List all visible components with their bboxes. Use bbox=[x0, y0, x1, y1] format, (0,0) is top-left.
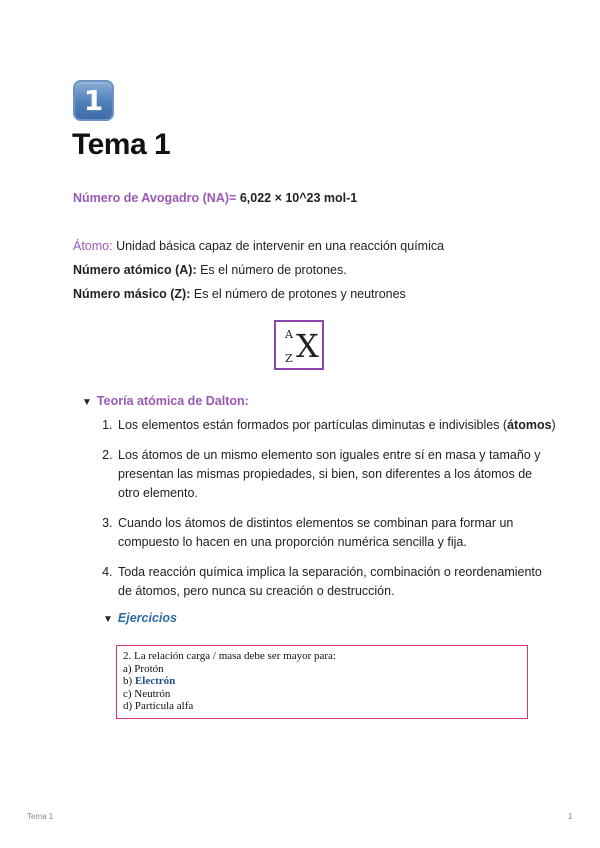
exercise-question: 2. La relación carga / masa debe ser mayor para: bbox=[123, 650, 336, 662]
definition-text: Unidad básica capaz de intervenir en una reacción química bbox=[112, 239, 445, 253]
mass-number-sup: A bbox=[285, 328, 293, 341]
list-item-after: ) bbox=[551, 418, 556, 432]
footer-page-number: 1 bbox=[568, 812, 573, 821]
atomic-number-sub: Z bbox=[285, 352, 293, 365]
nuclide-notation-image bbox=[274, 320, 324, 370]
list-item-text: Los elementos están formados por partículas diminutas e indivisibles ( bbox=[118, 418, 508, 432]
triangle-down-icon: ▼ bbox=[103, 614, 113, 625]
list-item: 2. Los átomos de un mismo elemento son iguales entre sí en masa y tamaño y presentan las mismas propiedades, si bien, son diferentes a los átomos de otro elemento. bbox=[116, 446, 556, 503]
definition-text: Es el número de protones y neutrones bbox=[190, 287, 406, 301]
dalton-list bbox=[96, 416, 556, 612]
list-item: 4. Toda reacción química implica la separación, combinación o reordenamiento de átomos, pero nunca su creación o destrucción. bbox=[116, 563, 556, 601]
toggle-dalton[interactable] bbox=[82, 394, 249, 408]
page-title: Tema 1 bbox=[72, 128, 171, 161]
exercise-option-prefix: b) bbox=[123, 675, 135, 687]
avogadro-line bbox=[73, 191, 357, 205]
avogadro-label: Número de Avogadro (NA)= bbox=[73, 191, 237, 205]
definition-term: Átomo: bbox=[73, 239, 113, 253]
avogadro-value: 6,022 × 10^23 mol-1 bbox=[239, 191, 358, 205]
triangle-down-icon: ▼ bbox=[82, 397, 92, 408]
toggle-ejercicios-label: Ejercicios bbox=[117, 611, 177, 625]
toggle-ejercicios[interactable] bbox=[103, 611, 177, 625]
list-item-bold: átomos bbox=[507, 418, 552, 432]
footer-title: Tema 1 bbox=[27, 812, 54, 821]
exercise-option bbox=[123, 675, 527, 688]
definition-term: Número másico (Z): bbox=[73, 287, 191, 301]
definition-numero-atomico bbox=[73, 263, 347, 277]
definition-term: Número atómico (A): bbox=[73, 263, 197, 277]
exercise-option: c) Neutrón bbox=[123, 687, 171, 700]
element-symbol: X bbox=[296, 327, 319, 365]
definition-numero-masico bbox=[73, 287, 406, 301]
exercise-option: a) Protón bbox=[123, 662, 164, 675]
toggle-dalton-label: Teoría atómica de Dalton: bbox=[96, 394, 249, 408]
exercise-option: d) Partícula alfa bbox=[123, 700, 194, 712]
keycap-one-icon: 1 bbox=[73, 80, 114, 121]
exercise-image bbox=[116, 645, 528, 719]
exercise-correct-answer: Electrón bbox=[134, 675, 176, 687]
definition-atomo bbox=[73, 239, 444, 253]
list-item bbox=[116, 416, 556, 435]
definition-text: Es el número de protones. bbox=[196, 263, 347, 277]
list-item: 3. Cuando los átomos de distintos elementos se combinan para formar un compuesto lo hacen en una proporción numérica sencilla y fija. bbox=[116, 514, 556, 552]
